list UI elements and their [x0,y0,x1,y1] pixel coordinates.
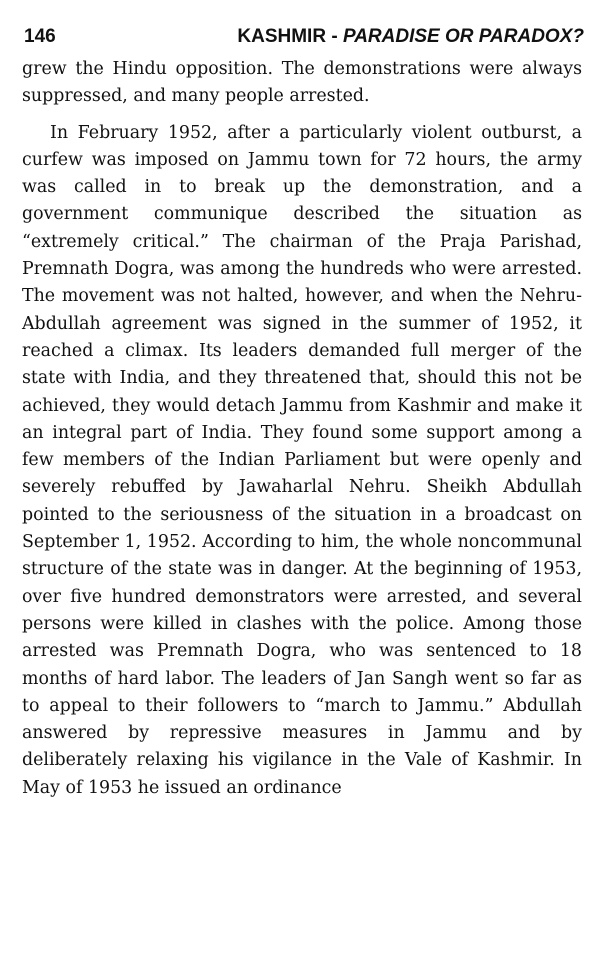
running-head-italic: PARADISE OR PARADOX? [342,26,584,47]
page-header [24,24,584,50]
paragraph-continuation: grew the Hindu opposition. The demonstrations were always suppressed, and many people arrested. [22,59,582,107]
paragraph: In February 1952, after a particularly violent outburst, a curfew was imposed on Jammu town for 72 hours, the army was called in to break up the demonstration, and a government communique described the situation as “extremely critical.” The chairman of the Praja Parishad, Premnath Dogra, was among the hundreds who were arrested. The movement was not halted, however, and when the Nehru-Abdullah agreement was signed in the summer of 1952, it reached a climax. Its leaders demanded full merger of the state with India, and they threatened that, should this not be achieved, they would detach Jammu from Kashmir and make it an integral part of India. They found some support among a few members of the Indian Parliament but were openly and severely rebuffed by Jawaharlal Nehru. Sheikh Abdullah pointed to the seriousness of the situation in a broadcast on September 1, 1952. According to him, the whole noncommunal structure of the state was in danger. At the beginning of 1953, over five hundred demonstrators were arrested, and several persons were killed in clashes with the police. Among those arrested was Premnath Dogra, who was sentenced to 18 months of hard labor. The leaders of Jan Sangh went so far as to appeal to their followers to “march to Jammu.” Abdullah answered by repressive measures in Jammu and by deliberately relaxing his vigilance in the Vale of Kashmir. In May of 1953 he issued an ordinance [22,122,582,798]
body-text [22,56,582,802]
running-head [237,24,584,50]
running-head-prefix: KASHMIR - [237,26,343,47]
page-number: 146 [24,26,56,47]
